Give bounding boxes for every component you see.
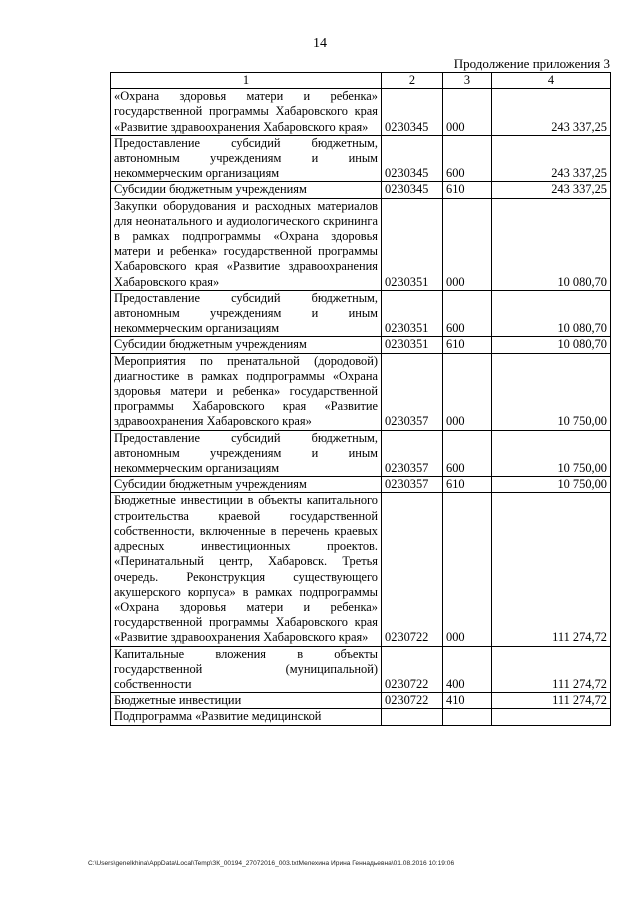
- amount-cell: 243 337,25: [492, 89, 611, 136]
- expense-name-cell: Предоставление субсидий бюджетным, автономным учреждениям и иным некоммерческим организациям: [111, 135, 382, 182]
- target-code-cell: 0230345: [382, 182, 443, 198]
- table-row: [111, 182, 611, 198]
- expense-name-cell: Предоставление субсидий бюджетным, автономным учреждениям и иным некоммерческим организациям: [111, 290, 382, 337]
- expense-name-cell: Предоставление субсидий бюджетным, автономным учреждениям и иным некоммерческим организациям: [111, 430, 382, 477]
- expense-type-cell: 600: [443, 290, 492, 337]
- expense-name-cell: Субсидии бюджетным учреждениям: [111, 337, 382, 353]
- expense-type-cell: 000: [443, 198, 492, 290]
- target-code-cell: 0230345: [382, 135, 443, 182]
- expense-type-cell: 600: [443, 135, 492, 182]
- column-header-1: 1: [111, 73, 382, 89]
- amount-cell: 243 337,25: [492, 182, 611, 198]
- budget-table: [110, 72, 611, 726]
- amount-cell: 10 080,70: [492, 198, 611, 290]
- amount-cell: 10 750,00: [492, 430, 611, 477]
- expense-type-cell: 610: [443, 182, 492, 198]
- expense-name-cell: «Охрана здоровья матери и ребенка» государственной программы Хабаровского края «Развитие здравоохранения Хабаровского края»: [111, 89, 382, 136]
- expense-name-cell: Бюджетные инвестиции в объекты капитального строительства краевой государственной собственности, включенные в перечень краевых адресных инвестиционных проектов. «Перинатальный центр, Хабаровск. Третья очередь. Реконструкция существующего акушерского корпуса» в рамках подпрограммы «Охрана здоровья матери и ребенка» государственной программы Хабаровского края «Развитие здравоохранения Хабаровского края»: [111, 493, 382, 646]
- table-row: [111, 493, 611, 646]
- target-code-cell: 0230357: [382, 353, 443, 430]
- expense-type-cell: 610: [443, 337, 492, 353]
- table-row: [111, 430, 611, 477]
- amount-cell: 10 750,00: [492, 353, 611, 430]
- target-code-cell: 0230357: [382, 477, 443, 493]
- amount-cell: 10 080,70: [492, 337, 611, 353]
- expense-type-cell: 600: [443, 430, 492, 477]
- table-row: [111, 693, 611, 709]
- expense-name-cell: Субсидии бюджетным учреждениям: [111, 182, 382, 198]
- expense-name-cell: Субсидии бюджетным учреждениям: [111, 477, 382, 493]
- expense-type-cell: 000: [443, 89, 492, 136]
- amount-cell: 111 274,72: [492, 646, 611, 693]
- table-row: [111, 290, 611, 337]
- expense-name-cell: Подпрограмма «Развитие медицинской: [111, 709, 382, 725]
- appendix-continuation-label: Продолжение приложения 3: [453, 56, 610, 71]
- target-code-cell: 0230351: [382, 337, 443, 353]
- target-code-cell: 0230722: [382, 693, 443, 709]
- expense-type-cell: 410: [443, 693, 492, 709]
- expense-type-cell: 000: [443, 493, 492, 646]
- table-row: [111, 337, 611, 353]
- expense-type-cell: 610: [443, 477, 492, 493]
- table-row: [111, 646, 611, 693]
- amount-cell: 111 274,72: [492, 493, 611, 646]
- target-code-cell: 0230722: [382, 493, 443, 646]
- amount-cell: [492, 709, 611, 725]
- file-path-footer: C:\Users\genelkhina\AppData\Local\Temp\ЗК_00194_27072016_003.txtМелехина Ирина Геннадьевна\01.08.2016 10:19:06: [88, 860, 455, 867]
- expense-name-cell: Мероприятия по пренатальной (дородовой) диагностике в рамках подпрограммы «Охрана здоровья матери и ребенка» государственной программы Хабаровского края «Развитие здравоохранения Хабаровского края»: [111, 353, 382, 430]
- amount-cell: 10 750,00: [492, 477, 611, 493]
- amount-cell: 111 274,72: [492, 693, 611, 709]
- expense-type-cell: 000: [443, 353, 492, 430]
- target-code-cell: 0230351: [382, 198, 443, 290]
- target-code-cell: [382, 709, 443, 725]
- column-header-2: 2: [382, 73, 443, 89]
- amount-cell: 10 080,70: [492, 290, 611, 337]
- table-row: [111, 135, 611, 182]
- target-code-cell: 0230722: [382, 646, 443, 693]
- target-code-cell: 0230345: [382, 89, 443, 136]
- table-row: [111, 353, 611, 430]
- table-header-row: [111, 73, 611, 89]
- expense-name-cell: Капитальные вложения в объекты государственной (муниципальной) собственности: [111, 646, 382, 693]
- page-number: 14: [313, 36, 327, 51]
- target-code-cell: 0230357: [382, 430, 443, 477]
- expense-name-cell: Закупки оборудования и расходных материалов для неонатального и аудиологического скрининга в рамках подпрограммы «Охрана здоровья матери и ребенка» государственной программы Хабаровского края «Развитие здравоохранения Хабаровского края»: [111, 198, 382, 290]
- amount-cell: 243 337,25: [492, 135, 611, 182]
- table-row: [111, 89, 611, 136]
- expense-type-cell: 400: [443, 646, 492, 693]
- target-code-cell: 0230351: [382, 290, 443, 337]
- expense-type-cell: [443, 709, 492, 725]
- table-row: [111, 709, 611, 725]
- column-header-4: 4: [492, 73, 611, 89]
- column-header-3: 3: [443, 73, 492, 89]
- table-row: [111, 477, 611, 493]
- expense-name-cell: Бюджетные инвестиции: [111, 693, 382, 709]
- table-row: [111, 198, 611, 290]
